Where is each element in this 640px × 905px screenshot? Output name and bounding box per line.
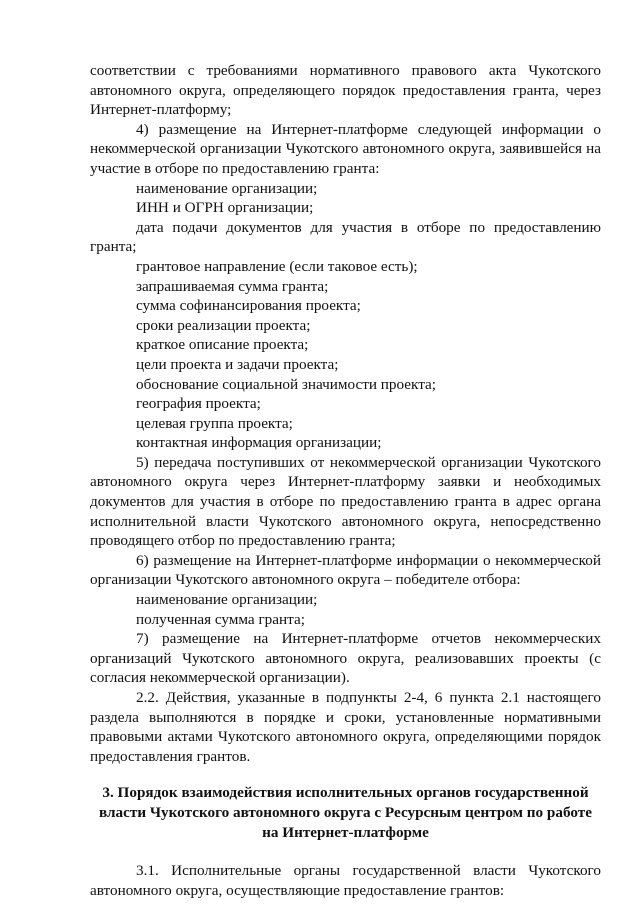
list-item: обоснование социальной значимости проекта; xyxy=(136,375,436,393)
document-body xyxy=(90,61,601,900)
list-item: наименование организации; xyxy=(136,591,318,609)
list-item: грантовое направление (если таковое есть); xyxy=(136,257,418,275)
section-3-heading: 3. Порядок взаимодействия исполнительных органов государственной власти Чукотского автономного округа с Ресурсным центром по работе на Интернет-платформе xyxy=(99,784,592,841)
item-6-list xyxy=(90,590,601,629)
paragraph-item-7: 7) размещение на Интернет-платформе отчетов некоммерческих организаций Чукотского автономного округа, реализовавших проекты (с согласия некоммерческой организации). xyxy=(90,630,601,687)
list-item: наименование организации; xyxy=(136,179,318,197)
list-item: цели проекта и задачи проекта; xyxy=(136,355,339,373)
list-item: ИНН и ОГРН организации; xyxy=(136,199,314,217)
list-item: запрашиваемая сумма гранта; xyxy=(136,277,329,295)
list-item: география проекта; xyxy=(136,395,261,413)
list-item: контактная информация организации; xyxy=(136,434,382,452)
paragraph-3-1: 3.1. Исполнительные органы государственной власти Чукотского автономного округа, осуществляющие предоставление грантов: xyxy=(90,862,601,899)
list-item: краткое описание проекта; xyxy=(136,336,309,354)
paragraph-continuation: соответствии с требованиями нормативного правового акта Чукотского автономного округа, определяющего порядок предоставления гранта, через Интернет-платформу; xyxy=(90,62,601,119)
list-item: полученная сумма гранта; xyxy=(136,610,305,628)
item-4-list-a xyxy=(90,179,601,218)
paragraph-2-2: 2.2. Действия, указанные в подпункты 2-4, 6 пункта 2.1 настоящего раздела выполняются в порядке и сроки, установленные нормативными правовыми актами Чукотского автономного округа, определяющими порядок предоставления грантов. xyxy=(90,689,601,765)
paragraph-item-5: 5) передача поступивших от некоммерческой организации Чукотского автономного округа через Интернет-платформу заявки и необходимых документов для участия в отборе по предоставлению гранта в адрес органа исполнительной власти Чукотского автономного округа, непосредственно проводящего отбор по предоставлению гранта; xyxy=(90,453,601,550)
paragraph-item-6: 6) размещение на Интернет-платформе информации о некоммерческой организации Чукотского автономного округа – победителе отбора: xyxy=(90,551,601,589)
paragraph-item-4: 4) размещение на Интернет-платформе следующей информации о некоммерческой организации Чукотского автономного округа, заявившейся на участие в отборе по предоставлению гранта: xyxy=(90,120,601,177)
list-item: целевая группа проекта; xyxy=(136,414,293,432)
paragraph-date: дата подачи документов для участия в отборе по предоставлению гранта; xyxy=(90,218,601,256)
item-4-list-b xyxy=(90,257,601,453)
list-item: сумма софинансирования проекта; xyxy=(136,297,361,315)
list-item: сроки реализации проекта; xyxy=(136,316,311,334)
